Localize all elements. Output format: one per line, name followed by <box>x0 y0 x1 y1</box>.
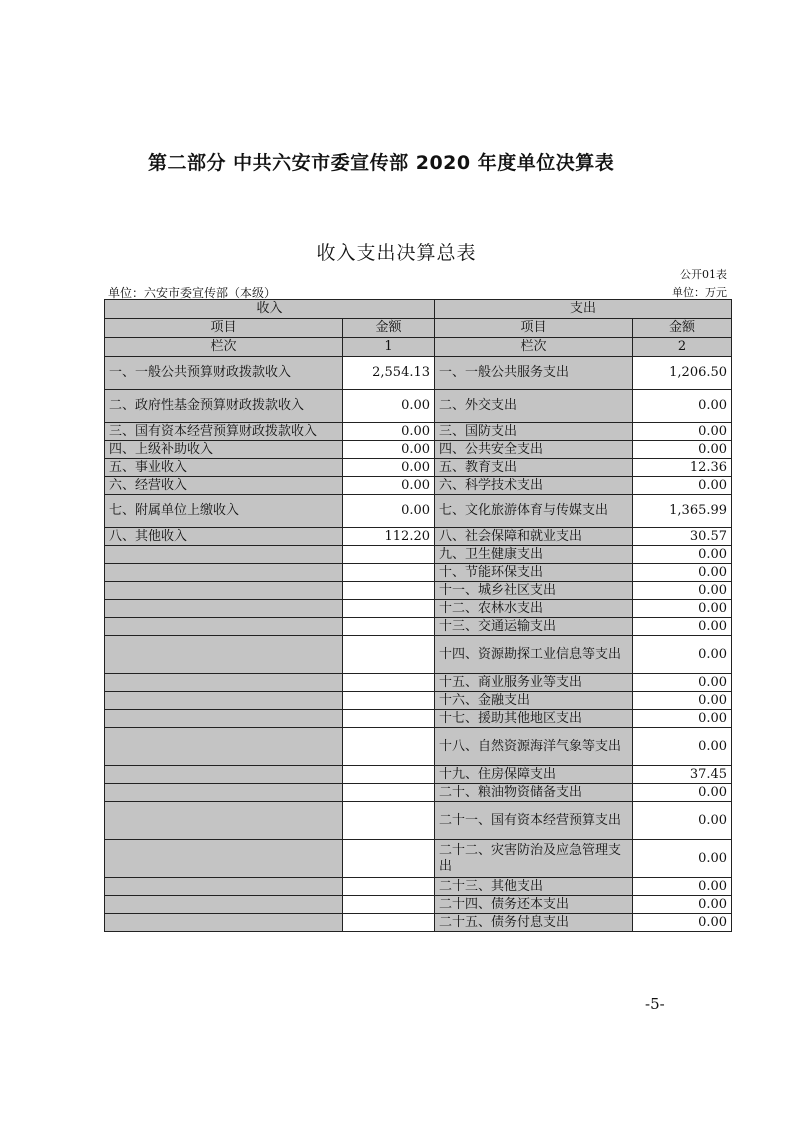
income-item-cell <box>105 600 343 618</box>
section-header-row <box>105 300 732 319</box>
income-item-cell <box>105 896 343 914</box>
income-item-cell: 二、政府性基金预算财政拨款收入 <box>105 390 343 423</box>
table-row <box>105 840 732 878</box>
income-item-cell <box>105 546 343 564</box>
income-item-cell: 三、国有资本经营预算财政拨款收入 <box>105 423 343 441</box>
table-row <box>105 423 732 441</box>
part-title: 第二部分 中共六安市委宣传部 2020 年度单位决算表 <box>148 152 615 174</box>
income-amount-cell <box>343 692 435 710</box>
expense-amount-cell: 37.45 <box>633 766 732 784</box>
expense-item-cell: 二十四、债务还本支出 <box>435 896 633 914</box>
table-row <box>105 618 732 636</box>
expense-item-cell: 十六、金融支出 <box>435 692 633 710</box>
expense-amount-cell: 1,365.99 <box>633 495 732 528</box>
table-row <box>105 495 732 528</box>
income-item-cell: 一、一般公共预算财政拨款收入 <box>105 357 343 390</box>
income-amount-header: 金额 <box>343 319 435 338</box>
expense-amount-cell: 0.00 <box>633 896 732 914</box>
income-item-cell <box>105 878 343 896</box>
table-row <box>105 390 732 423</box>
income-item-cell: 八、其他收入 <box>105 528 343 546</box>
income-item-cell: 六、经营收入 <box>105 477 343 495</box>
income-amount-cell <box>343 618 435 636</box>
table-row <box>105 477 732 495</box>
expense-item-cell: 五、教育支出 <box>435 459 633 477</box>
expense-amount-cell: 0.00 <box>633 840 732 878</box>
table-row <box>105 710 732 728</box>
expense-item-cell: 二、外交支出 <box>435 390 633 423</box>
expense-amount-cell: 0.00 <box>633 802 732 840</box>
expense-amount-cell: 0.00 <box>633 914 732 932</box>
expense-amount-cell: 0.00 <box>633 674 732 692</box>
income-amount-cell <box>343 840 435 878</box>
expense-item-cell: 十、节能环保支出 <box>435 564 633 582</box>
expense-amount-cell: 0.00 <box>633 618 732 636</box>
income-item-cell <box>105 618 343 636</box>
income-amount-cell <box>343 728 435 766</box>
income-item-cell <box>105 692 343 710</box>
expense-amount-cell: 12.36 <box>633 459 732 477</box>
expense-item-cell: 十九、住房保障支出 <box>435 766 633 784</box>
income-item-cell <box>105 802 343 840</box>
reporting-unit: 单位：六安市委宣传部（本级） <box>108 286 277 300</box>
income-item-header: 项目 <box>105 319 343 338</box>
expense-item-cell: 一、一般公共服务支出 <box>435 357 633 390</box>
table-row <box>105 357 732 390</box>
income-amount-cell <box>343 914 435 932</box>
expense-header: 支出 <box>435 300 732 319</box>
page-number: -5- <box>645 995 665 1013</box>
expense-amount-cell: 0.00 <box>633 600 732 618</box>
expense-amount-cell: 0.00 <box>633 390 732 423</box>
income-amount-cell <box>343 896 435 914</box>
income-amount-cell: 0.00 <box>343 423 435 441</box>
column-header-row <box>105 319 732 338</box>
income-amount-cell: 0.00 <box>343 459 435 477</box>
income-amount-cell: 0.00 <box>343 390 435 423</box>
income-item-cell <box>105 636 343 674</box>
table-row <box>105 600 732 618</box>
table-row <box>105 636 732 674</box>
income-amount-cell <box>343 878 435 896</box>
expense-item-cell: 十五、商业服务业等支出 <box>435 674 633 692</box>
expense-item-cell: 三、国防支出 <box>435 423 633 441</box>
expense-amount-cell: 1,206.50 <box>633 357 732 390</box>
expense-item-cell: 十八、自然资源海洋气象等支出 <box>435 728 633 766</box>
expense-item-cell: 十七、援助其他地区支出 <box>435 710 633 728</box>
table-row <box>105 878 732 896</box>
table-row <box>105 728 732 766</box>
column-number-row <box>105 338 732 357</box>
expense-item-cell: 十一、城乡社区支出 <box>435 582 633 600</box>
expense-amount-cell: 0.00 <box>633 878 732 896</box>
table-row <box>105 564 732 582</box>
income-amount-cell <box>343 802 435 840</box>
income-amount-cell: 0.00 <box>343 495 435 528</box>
expense-item-cell: 九、卫生健康支出 <box>435 546 633 564</box>
income-item-cell <box>105 728 343 766</box>
expense-amount-cell: 0.00 <box>633 636 732 674</box>
income-item-cell <box>105 840 343 878</box>
expense-amount-cell: 0.00 <box>633 564 732 582</box>
expense-amount-cell: 0.00 <box>633 582 732 600</box>
income-item-cell: 四、上级补助收入 <box>105 441 343 459</box>
expense-item-cell: 八、社会保障和就业支出 <box>435 528 633 546</box>
expense-amount-cell: 0.00 <box>633 728 732 766</box>
expense-item-cell: 十二、农林水支出 <box>435 600 633 618</box>
income-item-cell <box>105 564 343 582</box>
expense-amount-cell: 0.00 <box>633 477 732 495</box>
expense-item-header: 项目 <box>435 319 633 338</box>
expense-amount-cell: 30.57 <box>633 528 732 546</box>
income-amount-cell: 112.20 <box>343 528 435 546</box>
expense-item-cell: 二十五、债务付息支出 <box>435 914 633 932</box>
income-amount-cell: 0.00 <box>343 441 435 459</box>
expense-column-label: 栏次 <box>435 338 633 357</box>
income-amount-cell <box>343 546 435 564</box>
expense-amount-cell: 0.00 <box>633 441 732 459</box>
income-expense-table <box>104 299 732 932</box>
income-item-cell: 五、事业收入 <box>105 459 343 477</box>
expense-item-cell: 七、文化旅游体育与传媒支出 <box>435 495 633 528</box>
income-amount-cell <box>343 766 435 784</box>
table-row <box>105 692 732 710</box>
currency-unit: 单位：万元 <box>672 286 727 299</box>
table-row <box>105 674 732 692</box>
expense-amount-cell: 0.00 <box>633 423 732 441</box>
income-item-cell <box>105 582 343 600</box>
income-amount-cell <box>343 674 435 692</box>
expense-item-cell: 四、公共安全支出 <box>435 441 633 459</box>
expense-amount-header: 金额 <box>633 319 732 338</box>
income-column-label: 栏次 <box>105 338 343 357</box>
column-number-1: 1 <box>343 338 435 357</box>
income-amount-cell <box>343 710 435 728</box>
table-row <box>105 459 732 477</box>
table-row <box>105 441 732 459</box>
table-row <box>105 766 732 784</box>
income-item-cell <box>105 914 343 932</box>
expense-item-cell: 十四、资源勘探工业信息等支出 <box>435 636 633 674</box>
column-number-2: 2 <box>633 338 732 357</box>
table-row <box>105 546 732 564</box>
expense-amount-cell: 0.00 <box>633 710 732 728</box>
income-item-cell <box>105 674 343 692</box>
expense-item-cell: 二十二、灾害防治及应急管理支出 <box>435 840 633 878</box>
expense-item-cell: 二十一、国有资本经营预算支出 <box>435 802 633 840</box>
income-item-cell <box>105 710 343 728</box>
income-amount-cell <box>343 636 435 674</box>
expense-item-cell: 六、科学技术支出 <box>435 477 633 495</box>
income-amount-cell <box>343 784 435 802</box>
income-amount-cell <box>343 600 435 618</box>
table-row <box>105 582 732 600</box>
expense-amount-cell: 0.00 <box>633 546 732 564</box>
income-amount-cell: 0.00 <box>343 477 435 495</box>
table-row <box>105 802 732 840</box>
table-code: 公开01表 <box>680 268 727 281</box>
income-item-cell: 七、附属单位上缴收入 <box>105 495 343 528</box>
income-amount-cell <box>343 564 435 582</box>
table-title: 收入支出决算总表 <box>316 242 477 264</box>
table-row <box>105 528 732 546</box>
expense-item-cell: 二十三、其他支出 <box>435 878 633 896</box>
table-row <box>105 784 732 802</box>
income-amount-cell: 2,554.13 <box>343 357 435 390</box>
income-item-cell <box>105 766 343 784</box>
expense-item-cell: 十三、交通运输支出 <box>435 618 633 636</box>
income-amount-cell <box>343 582 435 600</box>
expense-item-cell: 二十、粮油物资储备支出 <box>435 784 633 802</box>
table-row <box>105 914 732 932</box>
table-row <box>105 896 732 914</box>
expense-amount-cell: 0.00 <box>633 692 732 710</box>
income-header: 收入 <box>105 300 435 319</box>
expense-amount-cell: 0.00 <box>633 784 732 802</box>
income-item-cell <box>105 784 343 802</box>
